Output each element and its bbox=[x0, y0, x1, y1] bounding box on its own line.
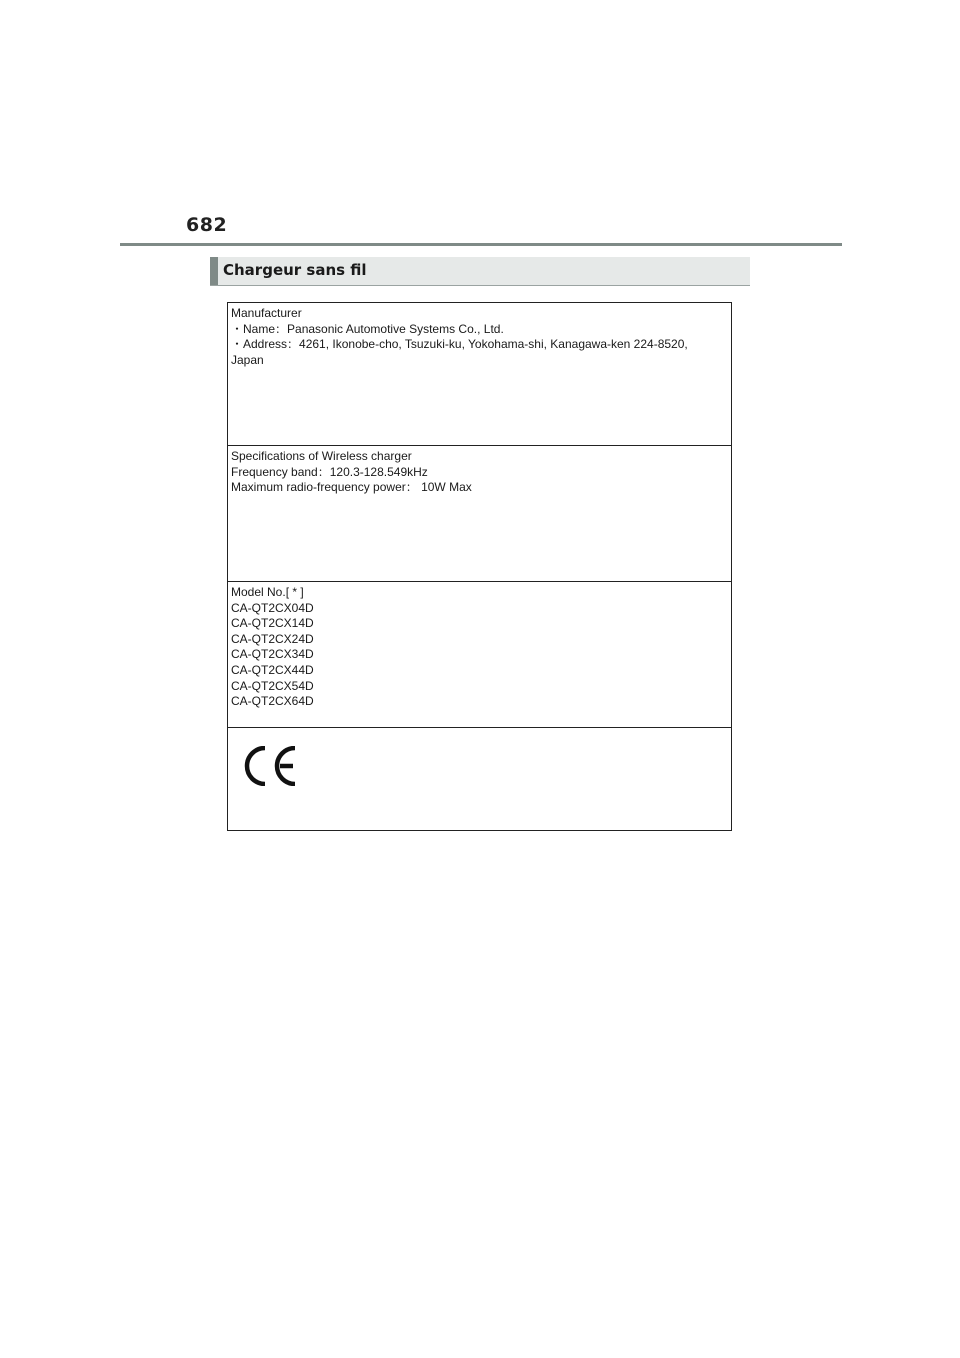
model-number: CA-QT2CX64D bbox=[231, 694, 314, 709]
models-heading: Model No.[ * ] bbox=[231, 585, 304, 599]
manufacturer-heading: Manufacturer bbox=[231, 306, 302, 320]
model-number: CA-QT2CX34D bbox=[231, 647, 314, 662]
model-number: CA-QT2CX04D bbox=[231, 600, 314, 615]
specs-heading: Specifications of Wireless charger bbox=[231, 449, 412, 463]
section-title: Chargeur sans fil bbox=[223, 261, 367, 279]
header-rule bbox=[120, 243, 842, 246]
model-number: CA-QT2CX54D bbox=[231, 678, 314, 693]
model-number: CA-QT2CX44D bbox=[231, 662, 314, 677]
manufacturer-name: ・Name：Panasonic Automotive Systems Co., Ltd. bbox=[231, 321, 504, 336]
specs-power: Maximum radio-frequency power： 10W Max bbox=[231, 480, 472, 495]
manufacturer-address: ・Address：4261, Ikonobe-cho, Tsuzuki-ku, Yokohama-shi, Kanagawa-ken 224-8520, bbox=[231, 337, 688, 352]
models-cell bbox=[228, 582, 731, 728]
specs-cell bbox=[228, 446, 731, 582]
section-heading-bar bbox=[210, 257, 218, 285]
ce-mark-icon bbox=[240, 746, 298, 786]
specs-frequency: Frequency band：120.3-128.549kHz bbox=[231, 464, 428, 479]
model-number: CA-QT2CX24D bbox=[231, 631, 314, 646]
regulatory-label bbox=[227, 302, 732, 831]
manufacturer-address-country: Japan bbox=[231, 352, 264, 367]
page-number: 682 bbox=[186, 214, 228, 236]
section-heading bbox=[210, 257, 750, 286]
manufacturer-cell bbox=[228, 303, 731, 446]
model-number: CA-QT2CX14D bbox=[231, 616, 314, 631]
ce-cell bbox=[228, 728, 731, 830]
